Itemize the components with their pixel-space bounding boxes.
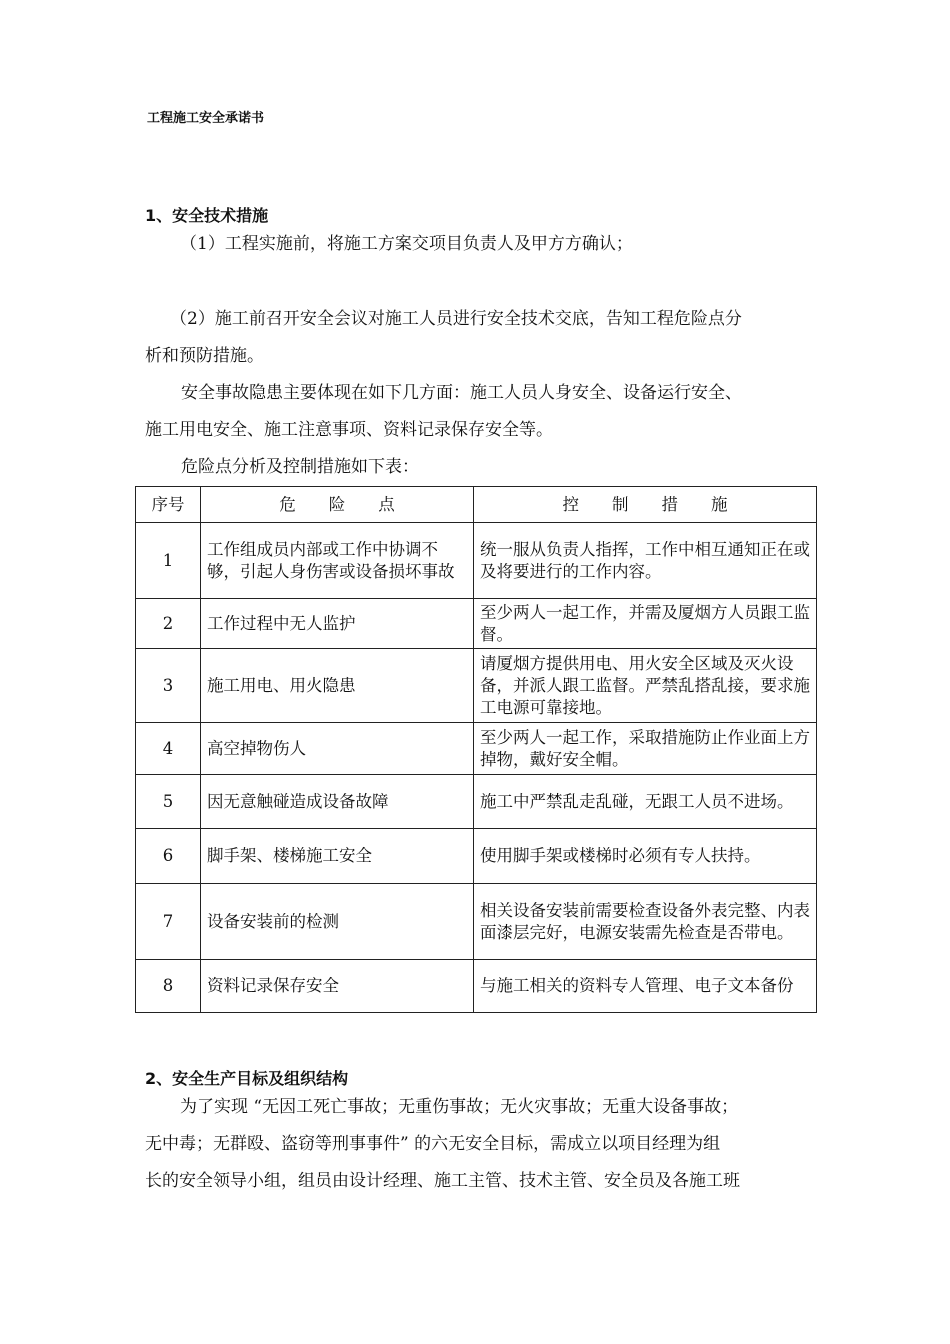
row-hazard: 资料记录保存安全: [201, 960, 474, 1013]
section-2-line-1: 为了实现 “无因工死亡事故；无重伤事故；无火灾事故；无重大设备事故；: [180, 1097, 739, 1117]
row-no: 1: [136, 523, 201, 599]
table-row: [136, 775, 817, 829]
row-hazard: 工作过程中无人监护: [201, 599, 474, 649]
row-no: 7: [136, 884, 201, 960]
row-control: 统一服从负责人指挥，工作中相互通知正在或及将要进行的工作内容。: [474, 523, 817, 599]
table-row: [136, 960, 817, 1013]
section-1-heading: 1、安全技术措施: [145, 206, 269, 225]
row-control: 请厦烟方提供用电、用火安全区域及灭火设备，并派人跟工监督。严禁乱搭乱接，要求施工电源可靠接地。: [474, 649, 817, 723]
section-1-paragraph-4: 危险点分析及控制措施如下表：: [181, 457, 419, 477]
row-no: 4: [136, 723, 201, 775]
row-hazard: 工作组成员内部或工作中协调不够，引起人身伤害或设备损坏事故: [201, 523, 474, 599]
section-2-heading: 2、安全生产目标及组织结构: [145, 1069, 349, 1088]
header-control: 控 制 措 施: [474, 487, 817, 523]
row-control: 施工中严禁乱走乱碰，无跟工人员不进场。: [474, 775, 817, 829]
row-no: 5: [136, 775, 201, 829]
section-1-paragraph-1: （1）工程实施前，将施工方案交项目负责人及甲方方确认；: [180, 234, 633, 254]
section-1-paragraph-2-line-2: 析和预防措施。: [145, 346, 264, 366]
row-control: 与施工相关的资料专人管理、电子文本备份: [474, 960, 817, 1013]
row-control: 相关设备安装前需要检查设备外表完整、内表面漆层完好，电源安装需先检查是否带电。: [474, 884, 817, 960]
table-header-row: [136, 487, 817, 523]
row-hazard: 施工用电、用火隐患: [201, 649, 474, 723]
table-row: [136, 523, 817, 599]
row-hazard: 设备安装前的检测: [201, 884, 474, 960]
table-row: [136, 723, 817, 775]
section-2-line-3: 长的安全领导小组，组员由设计经理、施工主管、技术主管、安全员及各施工班: [145, 1171, 740, 1191]
section-2-line-2: 无中毒；无群殴、盗窃等刑事事件” 的六无安全目标，需成立以项目经理为组: [145, 1134, 721, 1154]
row-no: 6: [136, 829, 201, 884]
row-no: 3: [136, 649, 201, 723]
row-no: 2: [136, 599, 201, 649]
row-no: 8: [136, 960, 201, 1013]
header-no: 序号: [136, 487, 201, 523]
row-hazard: 因无意触碰造成设备故障: [201, 775, 474, 829]
row-control: 至少两人一起工作，采取措施防止作业面上方掉物，戴好安全帽。: [474, 723, 817, 775]
row-hazard: 高空掉物伤人: [201, 723, 474, 775]
section-1-paragraph-2-line-1: （2）施工前召开安全会议对施工人员进行安全技术交底，告知工程危险点分: [170, 309, 742, 329]
row-hazard: 脚手架、楼梯施工安全: [201, 829, 474, 884]
table-row: [136, 649, 817, 723]
header-hazard: 危 险 点: [201, 487, 474, 523]
table-row: [136, 829, 817, 884]
table-row: [136, 884, 817, 960]
hazard-control-table: [135, 486, 817, 1013]
row-control: 使用脚手架或楼梯时必须有专人扶持。: [474, 829, 817, 884]
row-control: 至少两人一起工作，并需及厦烟方人员跟工监督。: [474, 599, 817, 649]
table-row: [136, 599, 817, 649]
section-1-paragraph-3-line-1: 安全事故隐患主要体现在如下几方面：施工人员人身安全、设备运行安全、: [181, 383, 742, 403]
document-title: 工程施工安全承诺书: [147, 111, 265, 126]
section-1-paragraph-3-line-2: 施工用电安全、施工注意事项、资料记录保存安全等。: [145, 420, 553, 440]
